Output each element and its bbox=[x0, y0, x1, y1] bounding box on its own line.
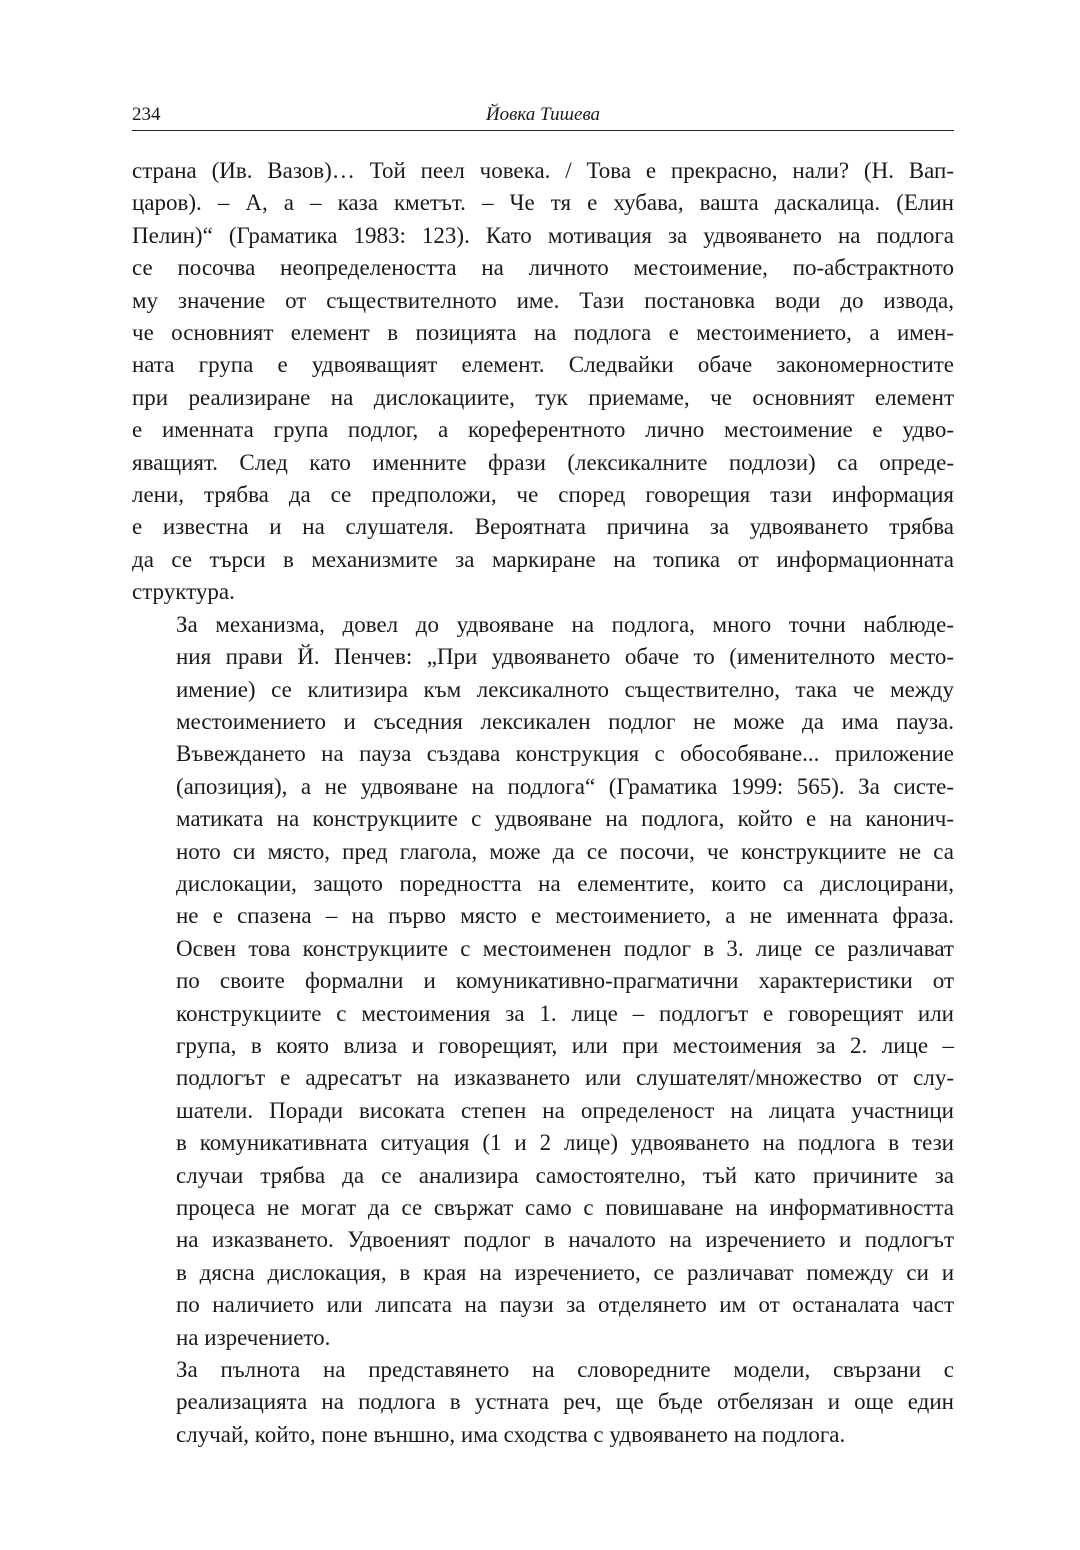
text-line: ната група е удвояващият елемент. Следвайки обаче закономерностите bbox=[132, 352, 954, 378]
text-line: За пълнота на представянето на словоредните модели, свързани с bbox=[176, 1357, 954, 1383]
text-line: на изказването. Удвоеният подлог в началото на изречението и подлогът bbox=[176, 1227, 954, 1253]
text-line: в дясна дислокация, в края на изречението, се различават помежду си и bbox=[176, 1259, 954, 1285]
text-line: Освен това конструкциите с местоименен подлог в 3. лице се различават bbox=[176, 935, 954, 961]
text-line: се посочва неопределеността на личното местоимение, по-абстрактното bbox=[132, 255, 954, 281]
text-line: при реализиране на дислокациите, тук приемаме, че основният елемент bbox=[132, 384, 954, 410]
text-line: лени, трябва да се предположи, че според говорещия тази информация bbox=[132, 482, 954, 508]
text-line: царов). – А, а – каза кметът. – Че тя е хубава, вашта даскалица. (Елин bbox=[132, 190, 954, 216]
text-line: по своите формални и комуникативно-прагматични характеристики от bbox=[176, 968, 954, 994]
text-line: му значение от съществителното име. Тази постановка води до извода, bbox=[132, 287, 954, 313]
text-line: да се търси в механизмите за маркиране на топика от информационната bbox=[132, 546, 954, 572]
text-line: яващият. След като именните фрази (лексикалните подлози) са опреде- bbox=[132, 449, 954, 475]
text-line: в комуникативната ситуация (1 и 2 лице) удвояването на подлога в тези bbox=[176, 1130, 954, 1156]
text-line: страна (Ив. Вазов)… Той пеел човека. / Това е прекрасно, нали? (Н. Вап- bbox=[132, 158, 954, 183]
page-number: 234 bbox=[132, 104, 161, 125]
paragraph bbox=[132, 1354, 954, 1451]
text-line: реализацията на подлога в устната реч, ще бъде отбелязан и още един bbox=[176, 1389, 954, 1415]
text-line: шатели. Поради високата степен на определеност на лицата участници bbox=[176, 1097, 954, 1123]
text-line: на изречението. bbox=[176, 1324, 331, 1350]
text-line: че основният елемент в позицията на подлога е местоимението, а имен- bbox=[132, 320, 954, 346]
text-line: местоимението и съседния лексикален подлог не може да има пауза. bbox=[176, 708, 954, 734]
text-line: е известна и на слушателя. Вероятната причина за удвояването трябва bbox=[132, 514, 954, 540]
text-line: Пелин)“ (Граматика 1983: 123). Като мотивация за удвояването на подлога bbox=[132, 222, 954, 248]
text-line: Въвеждането на пауза създава конструкция с обособяване... приложение bbox=[176, 741, 954, 767]
body-text bbox=[132, 155, 954, 1451]
text-line: ното си място, пред глагола, може да се посочи, че конструкциите не са bbox=[176, 838, 954, 864]
running-header bbox=[132, 96, 954, 131]
text-line: конструкциите с местоимения за 1. лице – подлогът е говорещият или bbox=[176, 1000, 954, 1026]
text-line: група, в която влиза и говорещият, или при местоимения за 2. лице – bbox=[176, 1032, 954, 1058]
text-line: ния прави Й. Пенчев: „При удвояването обаче то (именителното место- bbox=[176, 644, 954, 670]
paragraph bbox=[132, 155, 954, 609]
book-page bbox=[132, 96, 954, 1451]
text-line: имение) се клитизира към лексикалното съществително, така че между bbox=[176, 676, 954, 702]
text-line: по наличието или липсата на паузи за отделянето им от останалата част bbox=[176, 1292, 954, 1318]
text-line: случаи трябва да се анализира самостоятелно, тъй като причините за bbox=[176, 1162, 954, 1188]
text-line: подлогът е адресатът на изказването или слушателят/множество от слу- bbox=[176, 1065, 954, 1091]
text-line: За механизма, довел до удвояване на подлога, много точни наблюде- bbox=[176, 611, 954, 637]
text-line: структура. bbox=[132, 579, 235, 605]
text-line: матиката на конструкциите с удвояване на подлога, който е на канонич- bbox=[176, 806, 954, 832]
paragraph bbox=[132, 609, 954, 1354]
text-line: не е спазена – на първо място е местоимението, а не именната фраза. bbox=[176, 903, 954, 929]
text-line: е именната група подлог, а кореферентното лично местоимение е удво- bbox=[132, 417, 954, 443]
running-title: Йовка Тишева bbox=[485, 104, 601, 125]
text-line: (апозиция), а не удвояване на подлога“ (Граматика 1999: 565). За систе- bbox=[176, 773, 954, 799]
text-line: случай, който, поне външно, има сходства с удвояването на подлога. bbox=[176, 1421, 846, 1447]
text-line: дислокации, защото поредността на елементите, които са дислоцирани, bbox=[176, 870, 954, 896]
text-line: процеса не могат да се свържат само с повишаване на информативността bbox=[176, 1195, 954, 1220]
